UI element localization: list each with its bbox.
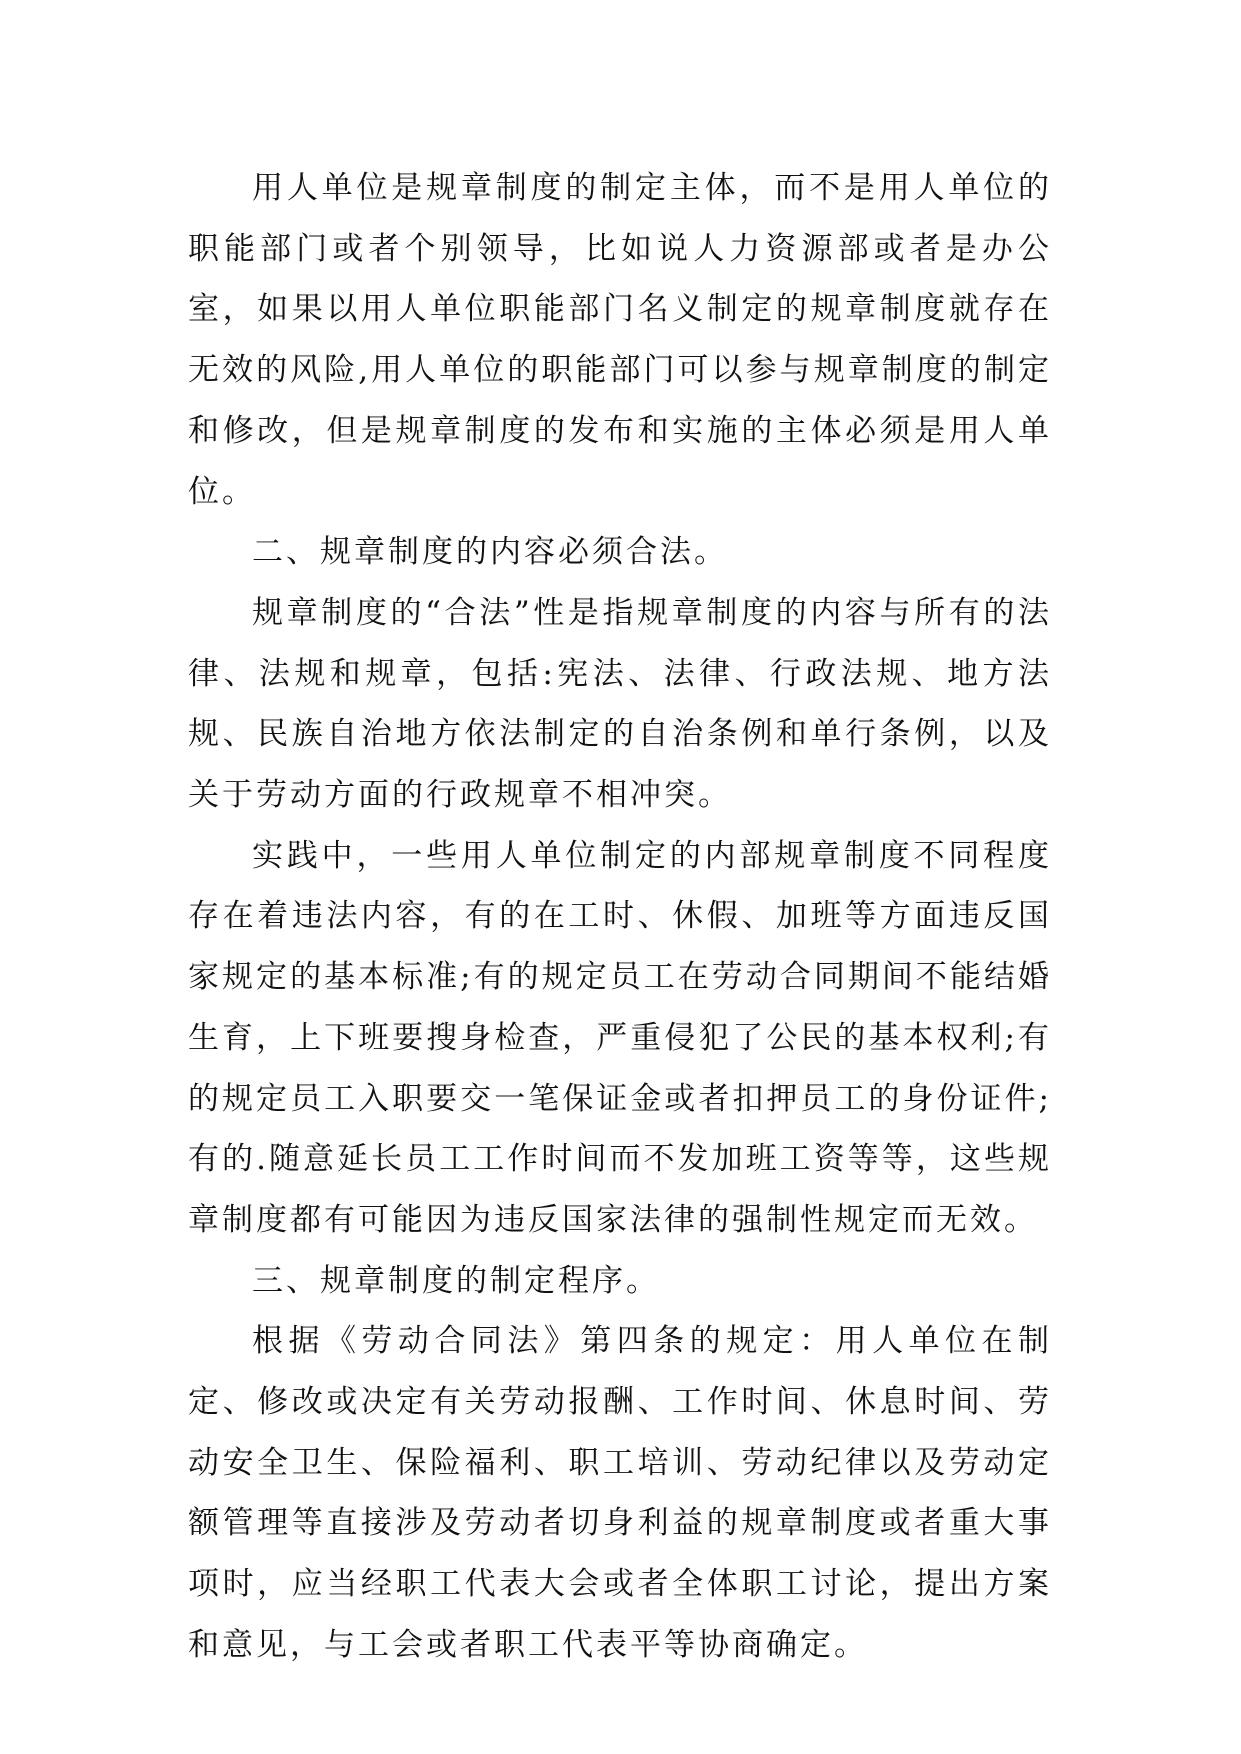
- paragraph-practice-violations: 实践中，一些用人单位制定的内部规章制度不同程度存在着违法内容，有的在工时、休假、加班等方面违反国家规定的基本标准;有的规定员工在劳动合同期间不能结婚生育，上下班要搜身检查，严重侵犯了公民的基本权利;有的规定员工入职要交一笔保证金或者扣押员工的身份证件;有的.随意延长员工工作时间而不发加班工资等等，这些规章制度都有可能因为违反国家法律的强制性规定而无效。: [188, 837, 1052, 1238]
- paragraph-legality-definition: 规章制度的“合法”性是指规章制度的内容与所有的法律、法规和规章，包括:宪法、法律、行政法规、地方法规、民族自治地方依法制定的自治条例和单行条例，以及关于劳动方面的行政规章不相冲突。: [188, 594, 1052, 814]
- document-body: [188, 158, 1052, 1676]
- paragraph-employer-as-subject: 用人单位是规章制度的制定主体，而不是用人单位的职能部门或者个别领导，比如说人力资源部或者是办公室，如果以用人单位职能部门名义制定的规章制度就存在无效的风险,用人单位的职能部门可以参与规章制度的制定和修改，但是规章制度的发布和实施的主体必须是用人单位。: [188, 170, 1052, 510]
- section-heading-2: 二、规章制度的内容必须合法。: [252, 534, 728, 571]
- section-heading-3: 三、规章制度的制定程序。: [252, 1262, 660, 1299]
- paragraph-labor-contract-law-article-4: 根据《劳动合同法》第四条的规定：用人单位在制定、修改或决定有关劳动报酬、工作时间、休息时间、劳动安全卫生、保险福利、职工培训、劳动纪律以及劳动定额管理等直接涉及劳动者切身利益的规章制度或者重大事项时，应当经职工代表大会或者全体职工讨论，提出方案和意见，与工会或者职工代表平等协商确定。: [188, 1323, 1052, 1663]
